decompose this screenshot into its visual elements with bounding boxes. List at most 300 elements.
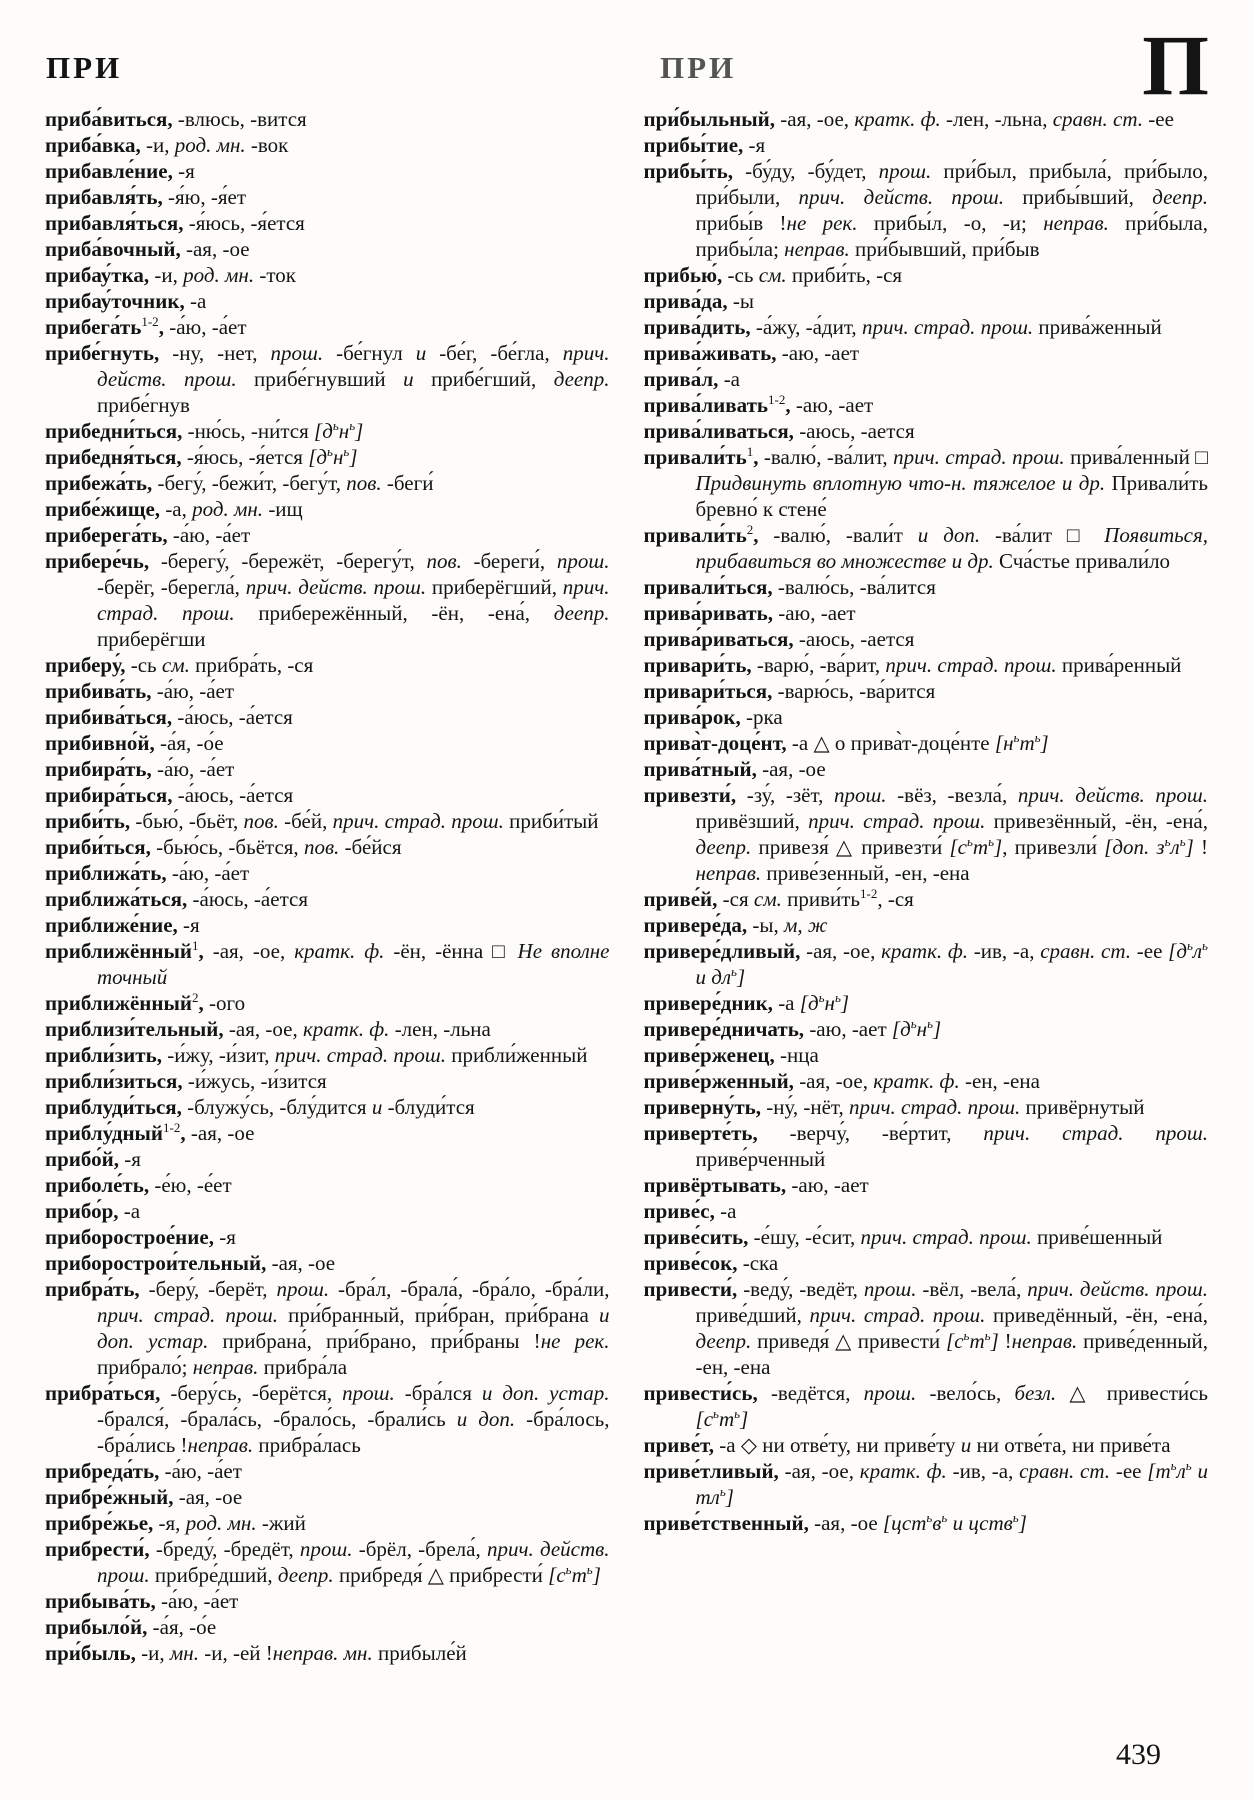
dictionary-entry xyxy=(644,1276,1209,1380)
headword: приве́тственный, xyxy=(643,1511,809,1535)
entry-segment: прош. xyxy=(833,783,887,807)
headword: привали́ть xyxy=(643,523,747,547)
entry-segment: пов. xyxy=(426,549,462,573)
entry-segment: приви́ть xyxy=(781,887,860,911)
headword: приблу́дный xyxy=(45,1121,164,1145)
entry-segment: -брёл, -брела́, xyxy=(352,1537,487,1561)
headword: , xyxy=(198,939,204,963)
entry-segment: -и, xyxy=(135,1641,170,1665)
dictionary-entry xyxy=(45,288,610,314)
dictionary-entry xyxy=(644,1250,1209,1276)
entry-segment: сравн. ст. xyxy=(1019,1459,1111,1483)
entry-segment: -а́ю, -а́ет xyxy=(155,1589,239,1613)
entry-segment: -беги́ xyxy=(381,471,434,495)
entry-segment: прич. страд. прош. xyxy=(97,575,610,625)
entry-segment: -а △ о прива̀т-доце́нте xyxy=(786,731,995,755)
entry-segment: -а́жу, -а́дит, xyxy=(750,315,862,339)
headword: прибре́жный, xyxy=(45,1485,174,1509)
entry-segment: -ведётся, xyxy=(757,1381,864,1405)
entry-segment: -я́ю, -я́ет xyxy=(162,185,247,209)
entry-segment: $[д^ьн^ь]$ xyxy=(799,990,850,1015)
entry-segment: и xyxy=(415,341,427,365)
dictionary-entry xyxy=(45,1536,610,1588)
entry-segment: приберёгший, xyxy=(426,575,563,599)
headword: прибежа́ть, xyxy=(45,471,153,495)
entry-segment: и доп. устар. xyxy=(97,1303,610,1353)
entry-segment: -ив, -а, xyxy=(946,1459,1020,1483)
entry-segment: см. xyxy=(753,887,782,911)
entry-segment: род. мн. xyxy=(185,1511,257,1535)
headword: прибью́, xyxy=(643,263,723,287)
entry-segment: прибра́ла xyxy=(258,1355,348,1379)
headword: прибыло́й, xyxy=(45,1615,148,1639)
entry-segment: , -ся xyxy=(877,887,914,911)
headword: прива́ривать, xyxy=(643,601,773,625)
phonetic-soft-sign: ь xyxy=(941,1510,948,1525)
headword: приби́ться, xyxy=(45,835,151,859)
headword: прива́л, xyxy=(643,367,719,391)
entry-segment: -ее xyxy=(1110,1459,1148,1483)
entry-segment: 1-2 xyxy=(163,1120,181,1135)
entry-segment: -и, -ей ! xyxy=(198,1641,273,1665)
entry-segment: -аю, -ает xyxy=(776,341,860,365)
entry-segment: -беру́, -берёт, xyxy=(139,1277,277,1301)
entry-segment: -а xyxy=(184,289,207,313)
entry-segment: $[с^ьт^ь]$ xyxy=(946,1328,999,1353)
entry-segment: прич. действ. прош. xyxy=(97,341,610,391)
entry-segment: прива́ленный □ xyxy=(1064,445,1208,469)
phonetic-soft-sign: ь xyxy=(926,1510,933,1525)
entry-segment: неправ. xyxy=(192,1355,259,1379)
dictionary-entry xyxy=(45,678,610,704)
entry-segment: -бе́гнул xyxy=(323,341,416,365)
entry-segment: -брался́, -брала́сь, -брало́сь, -брали́сь xyxy=(97,1407,457,1431)
entry-segment: при́бывший, при́быв xyxy=(849,237,1040,261)
phonetic-soft-sign: ь xyxy=(586,1562,593,1577)
dictionary-entry xyxy=(644,262,1209,288)
dictionary-entry xyxy=(644,1510,1209,1536)
headword: прибо́р, xyxy=(45,1199,119,1223)
entry-segment: -бе́й, xyxy=(278,809,333,833)
entry-segment: -аюсь, -ается xyxy=(793,419,915,443)
dictionary-entry xyxy=(45,912,610,938)
entry-segment: -я xyxy=(118,1147,141,1171)
entry-segment: -нца xyxy=(774,1043,819,1067)
phonetic-soft-sign: ь xyxy=(734,1406,741,1421)
entry-segment: приве́денный, -ен, -ена xyxy=(695,1329,1208,1379)
headword: прива́ливать xyxy=(643,393,769,417)
dictionary-entry xyxy=(45,834,610,860)
dictionary-entry xyxy=(45,1120,610,1146)
entry-segment: -ска xyxy=(737,1251,779,1275)
dictionary-entry xyxy=(644,314,1209,340)
headword: , xyxy=(158,315,164,339)
entry-segment: прич. страд. прош. xyxy=(849,1095,1021,1119)
headword: прибау́точник, xyxy=(45,289,185,313)
headword: прива́рок, xyxy=(643,705,741,729)
dictionary-entry xyxy=(644,782,1209,886)
entry-segment: -береги́, xyxy=(461,549,557,573)
headword: прибира́ться, xyxy=(45,783,173,807)
entry-segment: сравн. ст. xyxy=(1040,939,1132,963)
entry-segment: приве́зенный, -ен, -ена xyxy=(761,861,970,885)
dictionary-entry xyxy=(644,522,1209,574)
entry-segment: прич. страд. прош. xyxy=(274,1043,446,1067)
entry-segment: привёрнутый xyxy=(1020,1095,1145,1119)
entry-segment: -берёг, -берегла́, xyxy=(97,575,246,599)
dictionary-entry xyxy=(45,1172,610,1198)
entry-segment: прибе́гнув xyxy=(97,393,190,417)
phonetic-soft-sign: ь xyxy=(966,834,973,849)
entry-segment: приведя́ △ привести́ xyxy=(751,1329,947,1353)
dictionary-entry xyxy=(45,132,610,158)
dictionary-entry xyxy=(644,340,1209,366)
phonetic-soft-sign: ь xyxy=(910,1016,917,1031)
headword: , xyxy=(785,393,791,417)
entry-segment: мн. xyxy=(169,1641,199,1665)
phonetic-soft-sign: ь xyxy=(818,990,825,1005)
entry-segment: и доп. xyxy=(456,1407,516,1431)
entry-segment: 1-2 xyxy=(141,314,159,329)
dictionary-entry xyxy=(45,548,610,652)
entry-segment: 1 xyxy=(191,938,199,953)
headword: прибреда́ть, xyxy=(45,1459,160,1483)
dictionary-entry xyxy=(644,756,1209,782)
entry-segment: $[с^ьт^ь]$ xyxy=(949,834,1003,859)
dictionary-entry xyxy=(644,158,1209,262)
entry-segment: -а́ю, -а́ет xyxy=(163,315,247,339)
headword: приборострое́ние, xyxy=(45,1225,214,1249)
entry-segment: приби́тый xyxy=(503,809,599,833)
entry-segment: Придвинуть вплотную что-н. тяжелое и др. xyxy=(695,471,1106,495)
headword: приборострои́тельный, xyxy=(45,1251,267,1275)
headword: привари́ться, xyxy=(643,679,773,703)
entry-segment: -ён, -ённа □ xyxy=(384,939,518,963)
headword: прибау́тка, xyxy=(45,263,150,287)
headword: приве́сить, xyxy=(643,1225,749,1249)
headword: приближённый xyxy=(45,939,192,963)
entry-segment: -и́жусь, -и́зится xyxy=(182,1069,327,1093)
dictionary-entry xyxy=(45,210,610,236)
entry-segment: Сча́стье привали́ло xyxy=(993,549,1171,573)
dictionary-entry xyxy=(45,1198,610,1224)
entry-segment: -варю́, -ва́рит, xyxy=(751,653,886,677)
entry-segment: [$д^ьл^ь$ и $дл^ь$] xyxy=(695,938,1208,989)
phonetic-soft-sign: ь xyxy=(731,964,737,979)
entry-segment: прич. страд. прош. xyxy=(97,1303,278,1327)
phonetic-soft-sign: ь xyxy=(343,444,350,459)
entry-segment: 2 xyxy=(191,990,199,1005)
headword: прибре́жье, xyxy=(45,1511,154,1535)
headword: прибрести́, xyxy=(45,1537,150,1561)
entry-segment: прибредя́ △ прибрести́ xyxy=(333,1563,549,1587)
entry-segment: не рек. xyxy=(786,211,858,235)
dictionary-entry xyxy=(644,444,1209,522)
right-column xyxy=(644,106,1209,1666)
entry-segment: -бра́лся xyxy=(394,1381,482,1405)
entry-segment: -блуди́тся xyxy=(382,1095,475,1119)
dictionary-entry xyxy=(45,340,610,418)
entry-segment: -лен, -льна, xyxy=(940,107,1053,131)
entry-segment: -ен, -ена xyxy=(959,1069,1040,1093)
entry-segment: -влюсь, -вится xyxy=(172,107,307,131)
dictionary-entry xyxy=(45,1068,610,1094)
entry-segment: -а xyxy=(118,1199,141,1223)
headword: привести́, xyxy=(643,1277,738,1301)
entry-segment: -блужу́сь, -блу́дится xyxy=(181,1095,372,1119)
entry-segment: , привезли́ xyxy=(1002,835,1105,859)
entry-segment: -ток xyxy=(254,263,296,287)
headword: приба́вочный, xyxy=(45,237,181,261)
entry-segment: $[с^ьт^ь]$ xyxy=(695,1406,749,1431)
headword: , xyxy=(198,991,204,1015)
entry-segment: кратк. ф. xyxy=(302,1017,390,1041)
dictionary-entry xyxy=(45,1250,610,1276)
headword: , xyxy=(180,1121,186,1145)
phonetic-soft-sign: ь xyxy=(719,1484,726,1499)
dictionary-entry xyxy=(45,886,610,912)
entry-segment: кратк. ф. xyxy=(873,1069,960,1093)
dictionary-entry xyxy=(644,704,1209,730)
entry-segment: деепр. xyxy=(1152,185,1208,209)
dictionary-entry xyxy=(644,418,1209,444)
entry-segment: деепр. xyxy=(553,367,610,391)
entry-segment: прич. действ. прош. xyxy=(97,1537,610,1587)
entry-segment: [$цст^ьв^ь$ и цств$^ь$] xyxy=(882,1510,1027,1535)
headword: прива́тный, xyxy=(643,757,757,781)
entry-segment: -а ◇ ни отве́ту, ни приве́ту xyxy=(714,1433,961,1457)
running-head-left: ПРИ xyxy=(46,50,123,85)
headword: привере́дник, xyxy=(643,991,773,1015)
headword: прибыва́ть, xyxy=(45,1589,156,1613)
entry-segment: ! xyxy=(998,1329,1012,1353)
dictionary-entry xyxy=(45,1640,610,1666)
entry-segment: $[н^ьт^ь]$ xyxy=(994,730,1049,755)
phonetic-soft-sign: ь xyxy=(963,1328,970,1343)
headword: прибере́чь, xyxy=(45,549,150,573)
entry-segment: -ню́сь, -ни́тся xyxy=(182,419,315,443)
headword: приближа́ться, xyxy=(45,887,188,911)
entry-segment: -ее xyxy=(1143,107,1174,131)
entry-segment: пов. xyxy=(243,809,279,833)
entry-segment: -ва́лит □ xyxy=(980,523,1105,547)
entry-segment: -ая, -ое xyxy=(808,1511,883,1535)
phonetic-soft-sign: ь xyxy=(1012,1510,1019,1525)
entry-segment: прива́ренный xyxy=(1056,653,1182,677)
entry-segment: -ая, -ое xyxy=(180,237,250,261)
entry-segment: см. xyxy=(161,653,190,677)
phonetic-soft-sign: ь xyxy=(1186,938,1193,953)
phonetic-soft-sign: ь xyxy=(565,1562,572,1577)
headword: прибивно́й, xyxy=(45,731,155,755)
entry-segment: безл. xyxy=(1014,1381,1057,1405)
entry-segment: -я́юсь, -я́ется xyxy=(183,211,305,235)
entry-segment: -бу́ду, -бу́дет, xyxy=(732,159,879,183)
phonetic-soft-sign: ь xyxy=(927,1016,933,1031)
entry-segment: прич. действ. прош. xyxy=(1027,1277,1208,1301)
entry-segment: -а́юсь, -а́ется xyxy=(187,887,308,911)
dictionary-entry xyxy=(45,1458,610,1484)
entry-segment: прош. xyxy=(299,1537,353,1561)
dictionary-entry xyxy=(644,912,1209,938)
headword: приве́й, xyxy=(643,887,718,911)
entry-segment: -а́юсь, -а́ется xyxy=(172,705,293,729)
dictionary-entry xyxy=(644,1042,1209,1068)
dictionary-entry xyxy=(45,1224,610,1250)
headword: прибавле́ние, xyxy=(45,159,173,183)
headword: прибива́ть, xyxy=(45,679,152,703)
dictionary-entry xyxy=(45,522,610,548)
entry-segment: прибыле́й xyxy=(372,1641,467,1665)
headword: прибе́жище, xyxy=(45,497,161,521)
entry-segment: род. мн. xyxy=(183,263,255,287)
entry-segment: -ая, -ое, xyxy=(203,939,295,963)
phonetic-soft-sign: ь xyxy=(349,418,356,433)
dictionary-entry xyxy=(644,1224,1209,1250)
entry-segment: 1 xyxy=(746,444,754,459)
entry-segment: -берегу́, -бережёт, -берегу́т, xyxy=(149,549,427,573)
entry-segment: приве́дший, xyxy=(695,1303,810,1327)
entry-segment: -жий xyxy=(256,1511,306,1535)
entry-segment: -ая, -ое xyxy=(185,1121,255,1145)
entry-segment: -ая, -ое, xyxy=(800,939,882,963)
entry-segment: кратк. ф. xyxy=(881,939,969,963)
headword: приближе́ние, xyxy=(45,913,178,937)
entry-segment: деепр. xyxy=(695,1329,752,1353)
dictionary-entry xyxy=(644,392,1209,418)
entry-segment: -ая, -ое, xyxy=(793,1069,874,1093)
entry-segment: приве́рченный xyxy=(695,1147,826,1171)
entry-segment: -вёл, -вела́, xyxy=(916,1277,1028,1301)
entry-segment: прибы́вший, xyxy=(1004,185,1153,209)
entry-segment: -ы xyxy=(727,289,754,313)
entry-segment: неправ. xyxy=(187,1433,254,1457)
entry-segment: -лен, -льна xyxy=(389,1017,491,1041)
entry-segment: -верчу́, -ве́ртит, xyxy=(757,1121,984,1145)
entry-segment: не рек. xyxy=(540,1329,610,1353)
dictionary-entry xyxy=(644,678,1209,704)
entry-segment: деепр. xyxy=(277,1563,334,1587)
entry-segment: -аю, -ает xyxy=(772,601,856,625)
entry-segment: и xyxy=(403,367,414,391)
entry-segment: ни отве́та, ни приве́та xyxy=(971,1433,1171,1457)
headword: приба́вка, xyxy=(45,133,141,157)
headword: приберу́, xyxy=(45,653,126,677)
entry-segment: -ищ xyxy=(263,497,303,521)
dictionary-entry xyxy=(45,470,610,496)
phonetic-soft-sign: ь xyxy=(1179,834,1186,849)
headword: привере́дливый, xyxy=(643,939,801,963)
entry-segment: $[д^ьн^ь]$ xyxy=(308,444,358,469)
entry-segment: -бью́, -бьёт, xyxy=(130,809,244,833)
entry-segment: -беру́сь, -берётся, xyxy=(160,1381,343,1405)
dictionary-entry xyxy=(45,1146,610,1172)
headword: привере́да, xyxy=(643,913,748,937)
entry-segment: -я xyxy=(177,913,200,937)
dictionary-entry xyxy=(644,1432,1209,1458)
entry-segment: прич. страд. прош. xyxy=(885,653,1057,677)
entry-segment: привезя́ △ привезти́ xyxy=(751,835,950,859)
entry-segment: -ая, -ое, xyxy=(223,1017,303,1041)
entry-segment: неправ. xyxy=(784,237,850,261)
entry-segment: привёзший, xyxy=(695,809,809,833)
phonetic-soft-sign: ь xyxy=(1164,834,1171,849)
entry-segment: -сь xyxy=(125,653,162,677)
entry-segment: -варю́сь, -ва́рится xyxy=(772,679,936,703)
headword: привезти́, xyxy=(643,783,737,807)
dictionary-entry xyxy=(45,158,610,184)
dictionary-entry xyxy=(45,704,610,730)
dictionary-entry xyxy=(45,938,610,990)
dictionary-entry xyxy=(644,990,1209,1016)
corner-letter: П xyxy=(1142,17,1209,113)
headword: прибедня́ться, xyxy=(45,445,182,469)
headword: приболе́ть, xyxy=(45,1173,150,1197)
entry-segment: привезённый, -ён, -ена́, xyxy=(985,809,1209,833)
headword: приве́тливый, xyxy=(643,1459,779,1483)
dictionary-entry xyxy=(644,1120,1209,1172)
entry-segment: прибра́лась xyxy=(253,1433,361,1457)
phonetic-soft-sign: ь xyxy=(327,444,333,459)
headword: прива́живать, xyxy=(643,341,777,365)
headword: прибавля́ться, xyxy=(45,211,184,235)
page-number: 439 xyxy=(1116,1738,1161,1771)
dictionary-entry xyxy=(45,444,610,470)
entry-segment: -бра́л, -брала́, -бра́ло, -бра́ли, xyxy=(329,1277,610,1301)
headword: привёртывать, xyxy=(643,1173,787,1197)
entry-segment: -валю́сь, -ва́лится xyxy=(772,575,936,599)
entry-segment: пов. xyxy=(346,471,382,495)
entry-segment: прич. страд. прош. xyxy=(332,809,504,833)
entry-segment: -ее xyxy=(1131,939,1169,963)
left-column xyxy=(45,106,610,1666)
dictionary-entry xyxy=(644,626,1209,652)
entry-segment: -е́ю, -е́ет xyxy=(149,1173,232,1197)
entry-segment: 2 xyxy=(746,522,754,537)
headword: приберега́ть, xyxy=(45,523,168,547)
entry-segment: -аю, -ает xyxy=(786,1173,869,1197)
entry-segment: -ну́, -нёт, xyxy=(761,1095,850,1119)
headword: привали́ться, xyxy=(643,575,773,599)
dictionary-entry xyxy=(45,1276,610,1380)
entry-segment: прич. страд. прош. xyxy=(983,1121,1209,1145)
headword: приблизи́тельный, xyxy=(45,1017,224,1041)
entry-segment: -а xyxy=(772,991,800,1015)
entry-segment: ! xyxy=(1193,835,1209,859)
entry-segment: -ив, -а, xyxy=(968,939,1041,963)
entry-segment: -бра́лось, -бра́лись ! xyxy=(97,1407,610,1457)
entry-segment: прибы́в ! xyxy=(695,211,787,235)
entry-segment: кратк. ф. xyxy=(859,1459,947,1483)
entry-segment: при́была, прибы́ла; xyxy=(695,211,1208,261)
entry-segment: -ая, -ое xyxy=(266,1251,336,1275)
entry-segment: и xyxy=(960,1433,972,1457)
entry-segment: [$т^ьл^ь$ и $тл^ь$] xyxy=(695,1458,1209,1509)
text-columns xyxy=(45,106,1208,1666)
entry-segment: -вок xyxy=(245,133,289,157)
dictionary-entry xyxy=(45,106,610,132)
entry-segment: прич. действ. прош. xyxy=(798,185,1005,209)
entry-segment: [доп. $з^ьл^ь$] xyxy=(1104,834,1194,859)
entry-segment: -бреду́, -бредёт, xyxy=(149,1537,300,1561)
entry-segment: прич. страд. прош. xyxy=(808,809,986,833)
dictionary-entry xyxy=(644,1094,1209,1120)
dictionary-entry xyxy=(644,574,1209,600)
dictionary-entry xyxy=(45,782,610,808)
entry-segment: -сь xyxy=(722,263,759,287)
entry-segment: прибра́ть, -ся xyxy=(189,653,314,677)
entry-segment: -веду́, -ведёт, xyxy=(737,1277,864,1301)
